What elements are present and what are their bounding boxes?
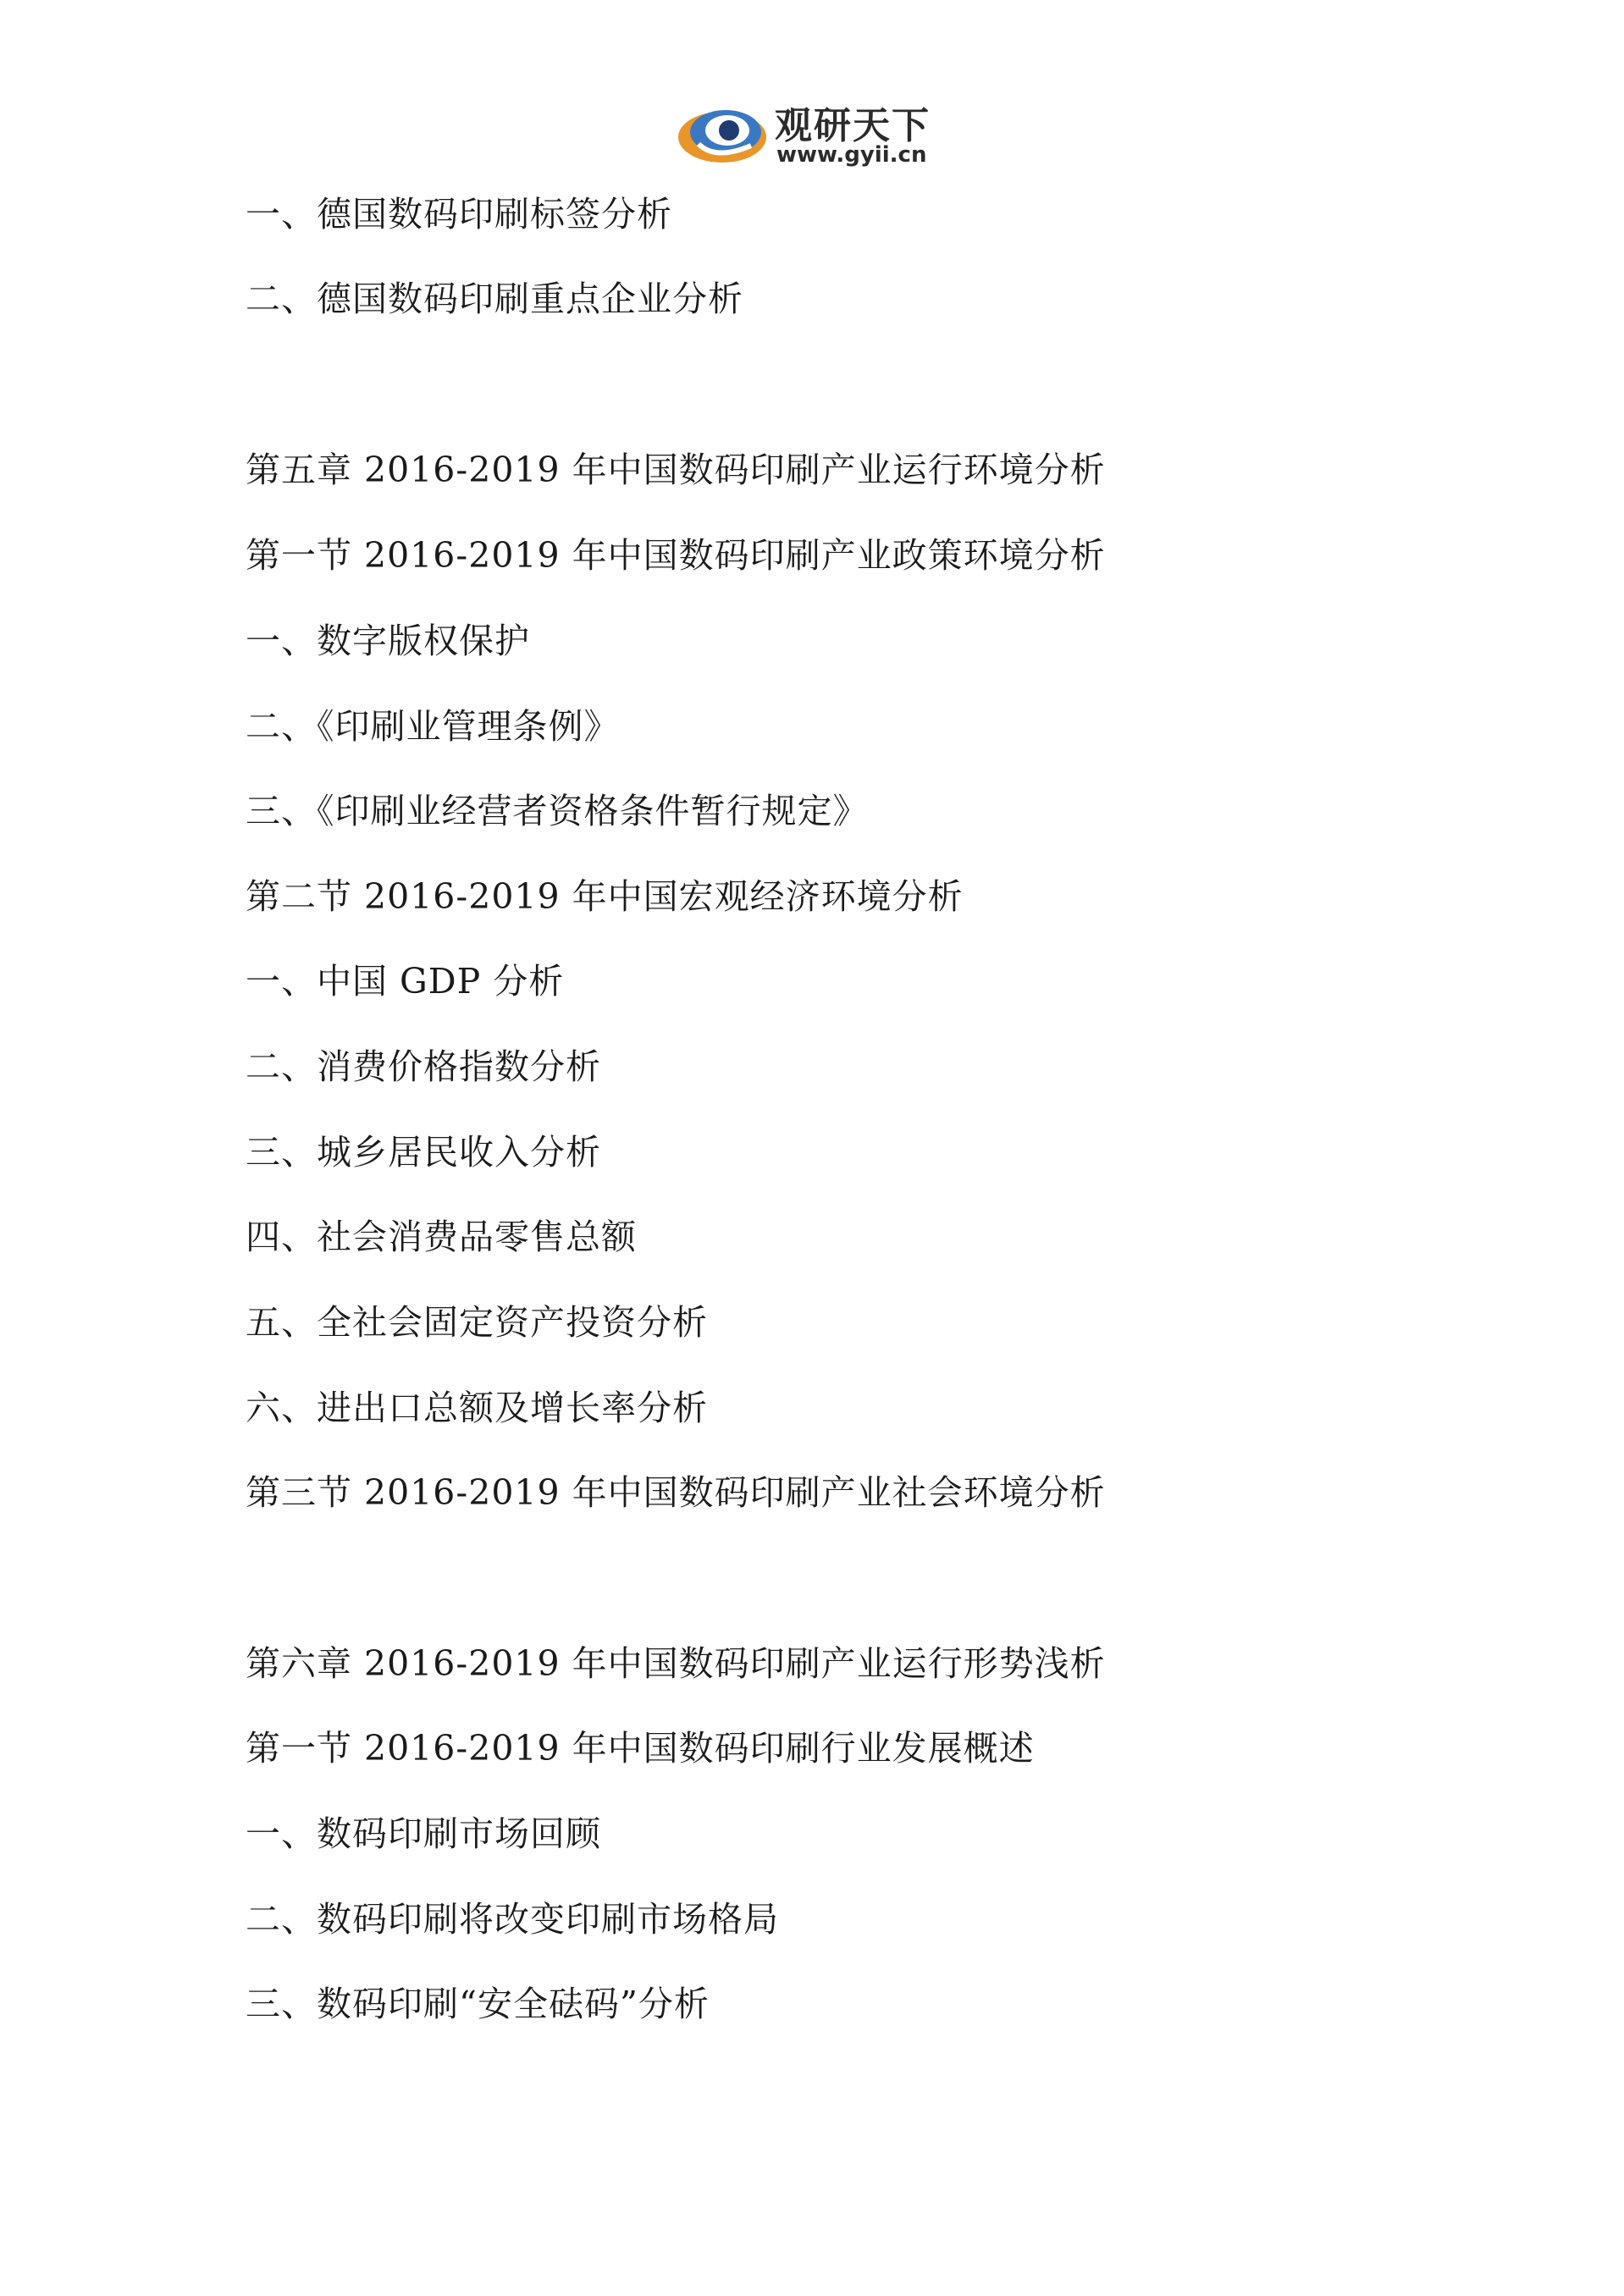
toc-entry: 二、《印刷业管理条例》 [246,706,620,747]
toc-entry: 一、德国数码印刷标签分析 [246,194,672,235]
toc-entry: 三、城乡居民收入分析 [246,1132,601,1173]
logo-title: 观研天下 [775,104,931,147]
toc-entry: 四、社会消费品零售总额 [246,1217,637,1257]
toc-entry: 三、数码印刷“安全砝码”分析 [246,1984,710,2024]
brand-logo [673,93,953,178]
toc-entry: 六、进出口总额及增长率分析 [246,1388,708,1428]
eye-logo-icon [673,93,775,178]
toc-section-heading: 第一节 2016-2019 年中国数码印刷产业政策环境分析 [246,535,1106,576]
toc-entry: 二、德国数码印刷重点企业分析 [246,279,743,319]
toc-entry: 一、中国 GDP 分析 [246,961,565,1002]
toc-section-heading: 第三节 2016-2019 年中国数码印刷产业社会环境分析 [246,1472,1106,1513]
toc-entry: 二、消费价格指数分析 [246,1046,601,1087]
toc-entry: 一、数字版权保护 [246,621,530,661]
toc-chapter-heading: 第五章 2016-2019 年中国数码印刷产业运行环境分析 [246,450,1106,490]
toc-entry: 一、数码印刷市场回顾 [246,1813,601,1854]
toc-section-heading: 第二节 2016-2019 年中国宏观经济环境分析 [246,876,964,917]
toc-entry: 五、全社会固定资产投资分析 [246,1302,708,1343]
toc-chapter-heading: 第六章 2016-2019 年中国数码印刷产业运行形势浅析 [246,1643,1106,1684]
toc-entry: 二、数码印刷将改变印刷市场格局 [246,1899,779,1940]
logo-url: www.gyii.cn [776,142,927,168]
toc-entry: 三、《印刷业经营者资格条件暂行规定》 [246,791,869,831]
toc-section-heading: 第一节 2016-2019 年中国数码印刷行业发展概述 [246,1728,1035,1769]
